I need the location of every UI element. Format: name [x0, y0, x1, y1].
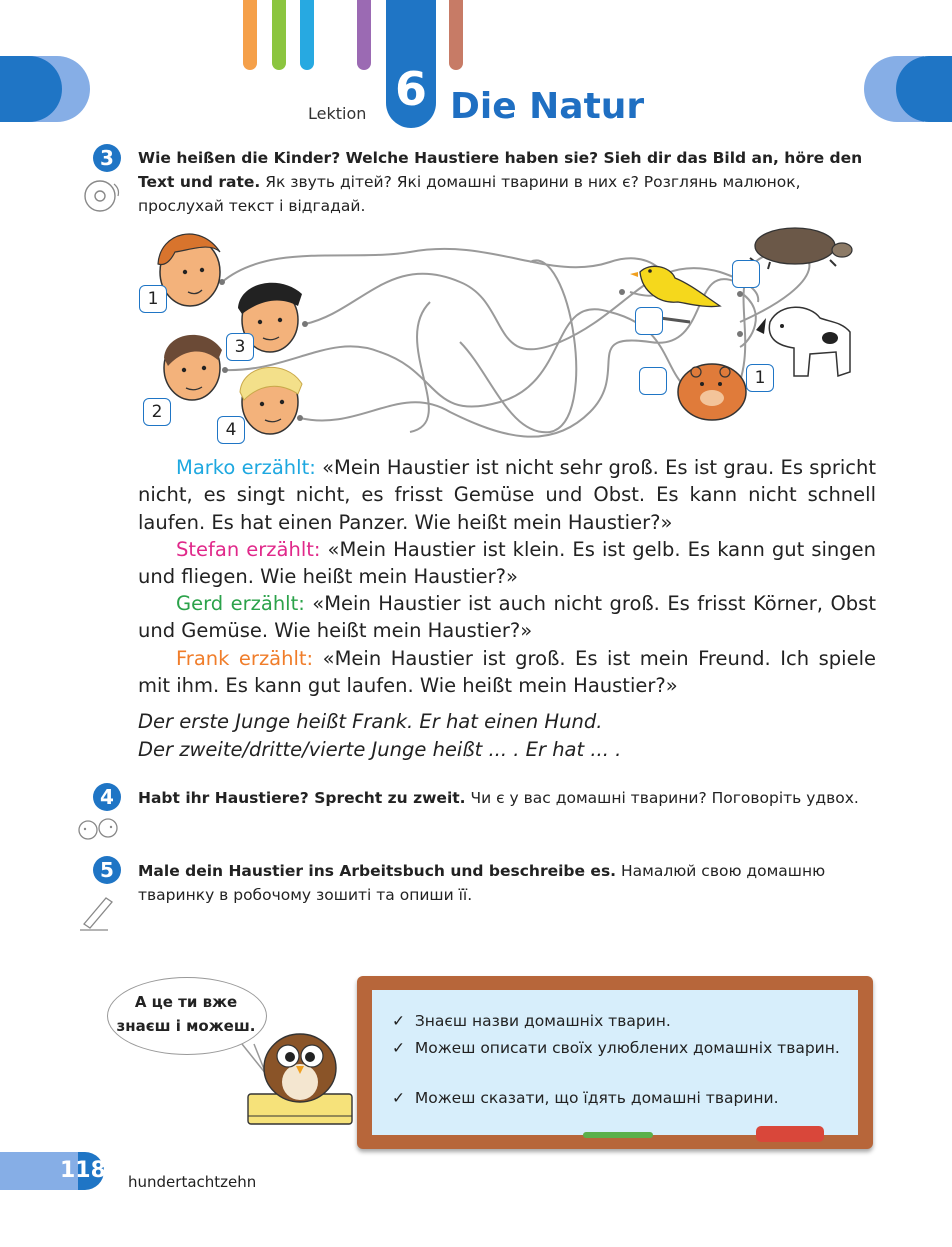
- check-icon: ✓: [392, 1089, 405, 1107]
- speaker-marko: Marko erzählt:: [176, 456, 316, 479]
- story-text-frank: «Mein Haustier ist groß. Es ist mein Freund. Ich spiele mit ihm. Es kann gut laufen. Wie heißt mein Haustier?»: [138, 647, 876, 698]
- example-line-1: Der erste Junge heißt Frank. Er hat einen Hund.: [138, 710, 603, 733]
- speech-bubble-text: А це ти вже знаєш і можеш.: [116, 993, 256, 1035]
- page-number-word: hundertachtzehn: [128, 1173, 257, 1191]
- answer-box-canary[interactable]: [635, 307, 663, 335]
- child-2-face: [164, 335, 222, 400]
- story-text-stefan: «Mein Haustier ist klein. Es ist gelb. Es kann gut singen und fliegen. Wie heißt mein Haustier?»: [138, 538, 876, 589]
- chalk-green: [583, 1132, 653, 1138]
- turtle-drawing: [750, 228, 852, 269]
- summary-item-3-text: Можеш сказати, що їдять домашні тварини.: [414, 1089, 779, 1107]
- speaker-gerd: Gerd erzählt:: [176, 592, 305, 615]
- exercise-5-title-uk: Намалюй свою домашню тваринку в робочому зошиті та опиши її.: [138, 862, 826, 904]
- speaker-frank: Frank erzählt:: [176, 647, 314, 670]
- exercise-5-title-de: Male dein Haustier ins Arbeitsbuch und beschreibe es.: [138, 862, 617, 880]
- exercise-number-3: 3: [93, 144, 121, 172]
- check-icon: ✓: [392, 1039, 405, 1057]
- summary-item-1: [392, 1009, 842, 1033]
- owl-on-book-drawing: [244, 1026, 356, 1130]
- story-gerd: [138, 590, 876, 645]
- lesson-number: 6: [394, 62, 427, 116]
- exercise-number-5: 5: [93, 856, 121, 884]
- exercise-number-4: 4: [93, 783, 121, 811]
- exercise-4-title-uk: Чи є у вас домашні тварини? Поговоріть удвох.: [470, 789, 859, 807]
- child-label-3: 3: [226, 333, 254, 361]
- example-line-2: Der zweite/dritte/vierte Junge heißt ... . Er hat ... .: [138, 738, 622, 761]
- check-icon: ✓: [392, 1012, 405, 1030]
- page-number: 118: [60, 1158, 106, 1183]
- summary-item-2: [392, 1036, 848, 1060]
- summary-item-2-text: Можеш описати своїх улюблених домашніх тварин.: [414, 1039, 840, 1057]
- header-stripe-5: [449, 0, 463, 70]
- summary-item-3: [392, 1086, 842, 1110]
- child-label-4: 4: [217, 416, 245, 444]
- exercise-4-title-de: Habt ihr Haustiere? Sprecht zu zweit.: [138, 789, 466, 807]
- lesson-label: Lektion: [308, 104, 367, 123]
- exercise-3-title-de: Wie heißen die Kinder? Welche Haustiere haben sie? Sieh dir das Bild an, höre den Text und rate.: [138, 149, 863, 191]
- child-label-1: 1: [139, 285, 167, 313]
- child-1-face: [158, 234, 220, 306]
- story-marko: [138, 454, 876, 536]
- summary-item-1-text: Знаєш назви домашніх тварин.: [414, 1012, 671, 1030]
- exercise-4-instruction: [138, 786, 876, 810]
- header-stripe-1: [243, 0, 257, 70]
- chapter-title: Die Natur: [450, 86, 645, 127]
- answer-box-turtle[interactable]: [732, 260, 760, 288]
- child-4-face: [240, 367, 302, 434]
- exercise-5-instruction: [138, 859, 876, 907]
- child-label-2: 2: [143, 398, 171, 426]
- speaker-stefan: Stefan erzählt:: [176, 538, 321, 561]
- header-stripe-4: [357, 0, 371, 70]
- pair-talk-icon: [74, 816, 126, 844]
- exercise-3-instruction: [138, 146, 876, 218]
- story-text-marko: «Mein Haustier ist nicht sehr groß. Es ist grau. Es spricht nicht, es singt nicht, es frisst Gemüse und Obst. Es kann nicht schnell laufen. Es hat einen Panzer. Wie heißt mein Haustier?»: [138, 456, 876, 534]
- header-stripe-2: [272, 0, 286, 70]
- audio-cd-icon: [80, 176, 124, 214]
- board-eraser: [756, 1126, 824, 1142]
- story-text-gerd: «Mein Haustier ist auch nicht groß. Es frisst Körner, Obst und Gemüse. Wie heißt mein Haustier?»: [138, 592, 876, 643]
- hamster-drawing: [678, 364, 746, 420]
- story-frank: [138, 645, 876, 700]
- pencil-writing-icon: [78, 890, 118, 932]
- story-stefan: [138, 536, 876, 591]
- header-stripe-3: [300, 0, 314, 70]
- answer-box-dog[interactable]: 1: [746, 364, 774, 392]
- answer-box-hamster[interactable]: [639, 367, 667, 395]
- exercise-3-title-uk: Як звуть дітей? Які домашні тварини в них є? Розглянь малюнок, прослухай текст і відгадай.: [138, 173, 801, 215]
